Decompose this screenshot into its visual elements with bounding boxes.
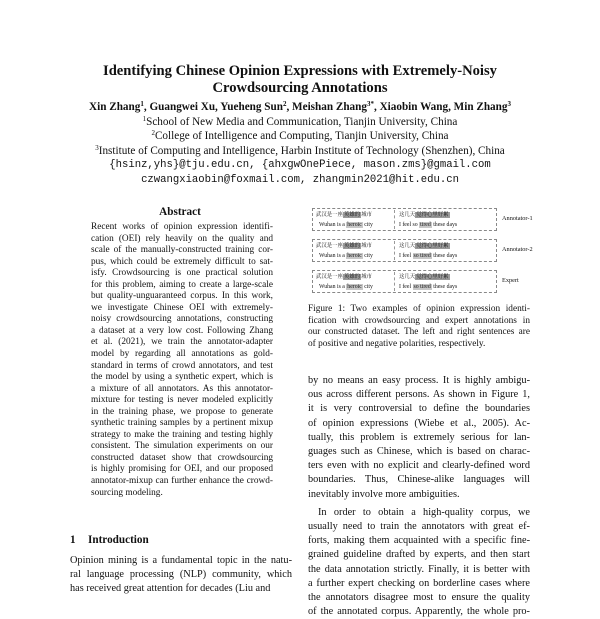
abstract-line: strategy to make the training and testing highly: [91, 429, 273, 440]
abstract-line: is highly promising for OEI, and our proposed: [91, 464, 273, 475]
figure-example-row: [312, 208, 497, 231]
chinese-sentence-right: [399, 211, 450, 219]
author-name: Meishan Zhang: [292, 101, 367, 113]
body-line: of the annotated corpus. Apparently, the whole pro-: [308, 606, 530, 618]
sentence-text: these days: [431, 222, 458, 228]
paper-title: [70, 63, 530, 97]
abstract-line: cation (OEI) rely heavily on the quality and: [91, 233, 273, 244]
abstract-line: consistent. The simulation experiments on our: [91, 441, 273, 452]
caption-line: our constructed dataset. The left and right sentences are: [308, 327, 530, 338]
opinion-span: 英雄的: [343, 274, 361, 280]
sentence-text: city: [362, 253, 373, 259]
sentence-text: Wuhan is a: [319, 222, 347, 228]
abstract-line: et al. (2021), we train the annotator-adapter: [91, 337, 273, 348]
opinion-span: 英雄的: [343, 212, 361, 218]
abstract-line: isfy. Crowdsourcing is one practical solution: [91, 268, 273, 279]
annotator-label: Annotator-1: [502, 215, 533, 222]
body-line: guages such as Chinese, which is based on charac-: [308, 446, 530, 458]
sentence-text: city: [362, 284, 373, 290]
opinion-span: heroic: [347, 253, 362, 259]
sentence-text: 这几天: [399, 274, 416, 280]
chinese-sentence-right: [399, 273, 450, 281]
introduction-body: [70, 554, 292, 597]
title-line-2: Crowdsourcing Annotations: [212, 80, 388, 96]
english-sentence-right: [399, 221, 457, 229]
abstract-line: synthetic training samples by a pertinent mixup: [91, 418, 273, 429]
sentence-text: 城市: [361, 243, 372, 249]
abstract-line: noisy crowdsourcing annotations, constructing: [91, 314, 273, 325]
figure-row-divider: [394, 241, 395, 260]
chinese-sentence-left: [316, 211, 372, 219]
sentence-text: Wuhan is a: [319, 253, 347, 259]
intro-line: ral language processing (NLP) community, which: [70, 569, 292, 581]
body-line: boundaries. Thus, Chinese-alike languages will: [308, 474, 530, 486]
intro-line: Opinion mining is a fundamental topic in the natu-: [70, 555, 292, 566]
sentence-text: 城市: [361, 212, 372, 218]
english-sentence-left: [319, 221, 373, 229]
figure-row-divider: [394, 272, 395, 291]
abstract-line: we investigate Chinese OEI with extremely-: [91, 302, 273, 313]
author-name: Min Zhang: [453, 101, 508, 113]
sentence-text: 这几天: [399, 212, 416, 218]
email-line-1: {hsinz,yhs}@tju.edu.cn, {ahxgwOnePiece, mason.zms}@gmail.com: [109, 159, 491, 172]
author-name: Xiaobin Wang: [379, 101, 449, 113]
affiliation-mark: 3: [95, 143, 99, 152]
opinion-span: so tired: [413, 253, 431, 259]
body-line: inevitably involve more ambiguities.: [308, 488, 460, 500]
annotator-label: Expert: [502, 277, 519, 284]
abstract-heading: Abstract: [159, 206, 201, 218]
opinion-span: 觉得心里好累: [416, 212, 449, 218]
section-heading-introduction: [70, 534, 149, 546]
english-sentence-left: [319, 252, 373, 260]
affiliation-text: School of New Media and Communication, Tianjin University, China: [146, 115, 458, 128]
section-number: 1: [70, 534, 76, 546]
opinion-span: heroic: [347, 222, 362, 228]
right-column-text: [308, 374, 530, 619]
body-line: the annotators disagree most to ensure the quality: [308, 592, 530, 604]
abstract-line: but quality-unguaranteed corpus. In this work,: [91, 291, 273, 302]
english-sentence-right: [399, 252, 457, 260]
abstract-line: standard in terms of crowd annotators, and test: [91, 360, 273, 371]
intro-line: has received great attention for decades (Liu and: [70, 583, 271, 595]
sentence-text: I feel: [399, 253, 413, 259]
abstract-line: a dataset at a very low cost. Following Zhang: [91, 325, 273, 336]
affiliation: [40, 115, 560, 130]
author-affiliation-mark: 3*: [366, 100, 374, 108]
author-affiliation-mark: 2: [282, 100, 287, 108]
affiliation-text: College of Intelligence and Computing, Tianjin University, China: [154, 130, 449, 143]
affiliation-list: [40, 115, 560, 159]
body-line: it is very controversial to define the boundaries: [308, 403, 530, 415]
abstract-line: sourcing modeling.: [91, 487, 163, 498]
sentence-text: 城市: [361, 274, 372, 280]
body-line: a further expert checking on borderline cases where: [308, 577, 530, 589]
body-line: grained guideline drafted by experts, and then start: [308, 549, 530, 561]
figure-example-row: [312, 239, 497, 262]
opinion-span: so tired: [413, 284, 431, 290]
figure-1: [312, 208, 532, 294]
opinion-span: 觉得心里好累: [416, 274, 449, 280]
opinion-span: heroic: [347, 284, 362, 290]
author-name: Xin Zhang: [89, 101, 141, 113]
opinion-span: 觉得心里好累: [416, 243, 449, 249]
sentence-text: Wuhan is a: [319, 284, 347, 290]
body-line: the data annotation strictly. Finally, it is better with: [308, 563, 530, 575]
abstract-body: [91, 222, 273, 499]
chinese-sentence-left: [316, 273, 372, 281]
opinion-span: tired: [420, 222, 431, 228]
abstract-line: scale of the manually-constructed training cor-: [91, 245, 273, 256]
figure-example-row: [312, 270, 497, 293]
abstract-line: pus, which could be extremely difficult to sat-: [91, 256, 273, 267]
sentence-text: these days: [431, 284, 458, 290]
sentence-text: I feel so: [399, 222, 420, 228]
sentence-text: 武汉是一座: [316, 274, 343, 280]
sentence-text: 武汉是一座: [316, 212, 343, 218]
affiliation: [40, 144, 560, 159]
english-sentence-right: [399, 283, 457, 291]
body-line: tually, this problem is extremely serious for lan-: [308, 431, 530, 443]
figure-row-divider: [394, 210, 395, 229]
abstract-line: Recent works of opinion expression identifi-: [91, 222, 273, 232]
author-block: [40, 100, 560, 188]
body-line: In order to obtain a high-quality corpus, we: [318, 506, 530, 518]
sentence-text: these days: [431, 253, 458, 259]
section-title: Introduction: [88, 534, 149, 546]
author-name: Yueheng Sun: [220, 101, 283, 113]
body-line: of opinion expressions (Wiebe et al., 2005). Ac-: [308, 417, 530, 429]
abstract-line: mixture for testing is never modeled explicitly: [91, 395, 273, 406]
abstract-line: annotator-mixup can further enhance the crowd-: [91, 476, 273, 487]
caption-line: fication with crowdsourcing and expert annotations in: [308, 315, 530, 326]
body-line: usually need to train the annotators with great ef-: [308, 521, 530, 533]
sentence-text: city: [362, 222, 373, 228]
body-line: ters even with no explicit and clearly-defined word: [308, 460, 530, 472]
chinese-sentence-left: [316, 242, 372, 250]
figure-caption: [308, 304, 530, 350]
affiliation-mark: 2: [151, 129, 155, 138]
opinion-span: 英雄的: [343, 243, 361, 249]
caption-line: Figure 1: Two examples of opinion expression identi-: [308, 304, 530, 314]
author-affiliation-mark: 1: [140, 100, 144, 108]
affiliation: [40, 129, 560, 144]
annotator-label: Annotator-2: [502, 246, 533, 253]
sentence-text: 这几天: [399, 243, 416, 249]
body-line: forts, making them acquainted with a specific fine-: [308, 535, 530, 547]
sentence-text: 武汉是一座: [316, 243, 343, 249]
abstract-line: the model by using a synthetic expert, which is: [91, 372, 273, 383]
author-affiliation-mark: 3: [507, 100, 511, 108]
abstract-line: model by regarding all annotations as gold-: [91, 349, 273, 360]
abstract-line: a mixture of all annotators. As this annotator-: [91, 383, 273, 394]
title-line-1: Identifying Chinese Opinion Expressions with Extremely-Noisy: [103, 63, 497, 79]
email-line-2: czwangxiaobin@foxmail.com, zhangmin2021@hit.edu.cn: [141, 173, 459, 186]
abstract-line: constructed dataset show that crowdsourcing: [91, 452, 273, 463]
body-line: ous across different persons. As shown in Figure 1,: [308, 389, 530, 401]
chinese-sentence-right: [399, 242, 450, 250]
abstract-line: in the training phase, we propose to generate: [91, 406, 273, 417]
abstract-line: for this problem, aiming to create a large-scale: [91, 279, 273, 290]
author-name: Guangwei Xu: [149, 101, 216, 113]
body-line: by no means an easy process. It is highly ambigu-: [308, 375, 530, 386]
sentence-text: I feel: [399, 284, 413, 290]
affiliation-text: Institute of Computing and Intelligence, Harbin Institute of Technology (Shenzhen), China: [98, 144, 505, 157]
caption-line: of positive and negative polarities, respectively.: [308, 338, 486, 349]
author-list: Xin Zhang$^1$, Guangwei Xu, Yueheng Sun$^2$, Meishan Zhang$^{3*}$, Xiaobin Wang, Min Zhang$^3$: [89, 100, 511, 113]
affiliation-mark: 1: [142, 114, 147, 123]
english-sentence-left: [319, 283, 373, 291]
